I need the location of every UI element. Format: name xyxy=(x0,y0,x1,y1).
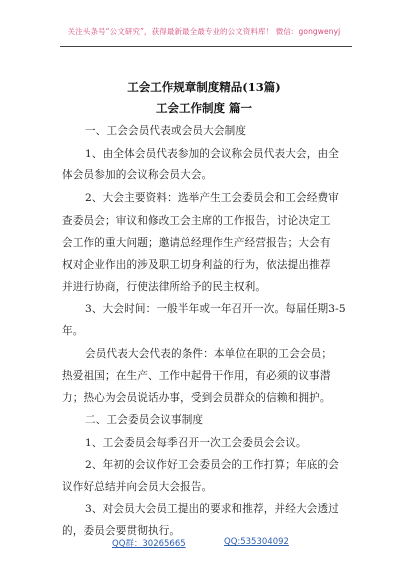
paragraph-line: 2、年初的会议作好工会委员会的工作打算；年底的会 xyxy=(85,459,339,471)
document-title: 工会工作规章制度精品(13篇) xyxy=(127,80,281,94)
paragraph-line: 议作好总结并向会员大会报告。 xyxy=(62,481,213,493)
section-title: 工会工作制度 篇一 xyxy=(155,101,252,115)
paragraph-line: 3、大会时间：一般半年或一年召开一次。每届任期3-5 xyxy=(85,303,346,315)
paragraph-line: 热爱祖国；在生产、工作中起骨干作用，有必须的议事潜 xyxy=(62,370,331,382)
paragraph-line: 会员代表大会代表的条件：本单位在职的工会会员； xyxy=(85,348,333,360)
paragraph-line: 3、对会员大会员工提出的要求和推荐，并经大会透过 xyxy=(85,503,339,515)
qq-contact-link[interactable]: QQ:535304092 xyxy=(224,537,289,547)
paragraph-line: 查委员会；审议和修改工会主席的工作报告，讨论决定工 xyxy=(62,215,331,227)
paragraph-line: 1、由全体会员代表参加的会议称会员代表大会，由全 xyxy=(85,148,339,160)
paragraph-line: 体会员参加的会议称会员大会。 xyxy=(62,169,213,181)
header-banner: 关注头条号“公文研究”，获得最新最全最专业的公文资料库！ 微信：gongwenyj xyxy=(67,27,341,36)
paragraph-line: 二、工会委员会议事制度 xyxy=(85,414,204,426)
paragraph-line: 力；热心为会员说话办事，受到会员群众的信赖和拥护。 xyxy=(62,392,331,404)
paragraph-line: 的，委员会要贯彻执行。 xyxy=(62,525,181,537)
paragraph-line: 并进行协商，行使法律所给予的民主权利。 xyxy=(62,281,267,293)
paragraph-line: 会工作的重大问题；邀请总经理作生产经营报告；大会有 xyxy=(62,237,331,249)
paragraph-line: 1、工会委员会每季召开一次工会委员会会议。 xyxy=(85,437,307,449)
paragraph-line: 权对企业作出的涉及职工切身利益的行为，依法提出推荐 xyxy=(62,259,331,271)
paragraph-line: 一、工会会员代表或会员大会制度 xyxy=(85,125,247,137)
paragraph-line: 年。 xyxy=(62,325,84,337)
qq-group-link[interactable]: QQ群：30265665 xyxy=(112,539,186,549)
paragraph-line: 2、大会主要资料：选举产生工会委员会和工会经费审 xyxy=(85,192,339,204)
